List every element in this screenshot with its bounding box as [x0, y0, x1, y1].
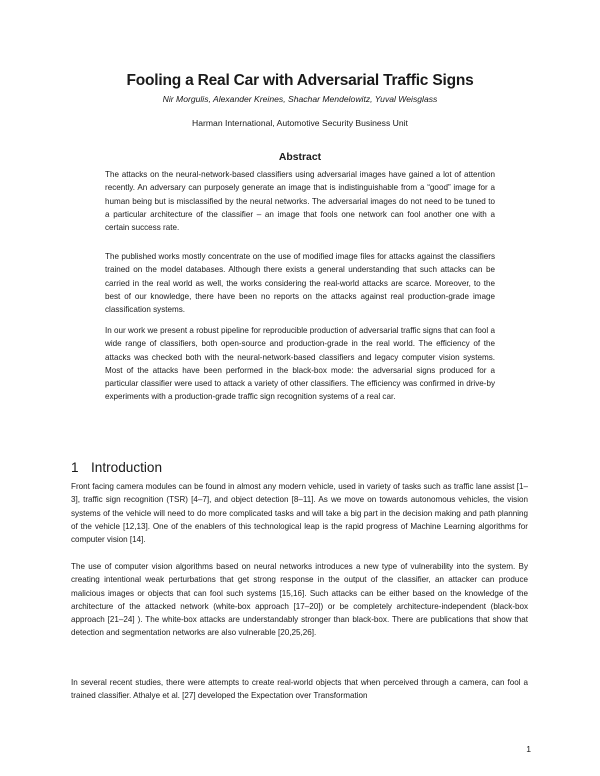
abstract-heading: Abstract [278, 152, 322, 163]
intro-paragraph-3-block [71, 676, 528, 703]
paper-title: Fooling a Real Car with Adversarial Traffic Signs [126, 72, 474, 89]
page-number: 1 [526, 744, 531, 754]
intro-paragraph-2-block [71, 560, 528, 640]
section-number: 1 [71, 460, 79, 475]
abstract-paragraph-1-block [105, 168, 495, 234]
intro-paragraph-1-block [71, 480, 528, 546]
abstract-paragraph: The attacks on the neural-network-based classifiers using adversarial images have gained a lot of attention recently. An adversary can purposely generate an image that is indistinguishable from a “good” image for a human being but is misclassified by the neural networks. The adversarial images do not need to be tuned to a particular architecture of the classifier – an image that fools one network can fool another one with a certain success rate. [105, 170, 495, 233]
abstract-paragraph-2-block [105, 250, 495, 316]
section-title: Introduction [91, 460, 163, 475]
abstract-paragraph-3-block [105, 324, 495, 404]
body-paragraph: Front facing camera modules can be found in almost any modern vehicle, used in variety of tasks such as traffic lane assist [1–3], traffic sign recognition (TSR) [4–7], and object detection [8–11]. As we move on towards autonomous vehicles, the vision systems of the vehicle will need to do more complicated tasks and will take a big part in the decision making and path planning of the vehicle [12,13]. One of the enablers of this technological leap is the rapid progress of Machine Learning algorithms for computer vision [14]. [71, 482, 528, 545]
affiliation: Harman International, Automotive Security Business Unit [192, 118, 408, 128]
abstract-paragraph: In our work we present a robust pipeline for reproducible production of adversarial traffic signs that can fool a wide range of classifiers, both open-source and production-grade in the real world. The efficiency of the attacks was checked both with the neural-network-based classifiers and legacy computer vision systems. Most of the attacks have been performed in the black-box mode: the adversarial signs produced for a particular classifier were used to attack a variety of other classifiers. The efficiency was confirmed in drive-by experiments with a production-grade traffic sign recognition systems of a real car. [105, 326, 495, 402]
body-paragraph: The use of computer vision algorithms based on neural networks introduces a new type of vulnerability into the system. By creating intentional weak perturbations that get strong response in the output of the classifier, an attacker can produce malicious images or objects that can fool such systems [15,16]. Such attacks can be either based on the knowledge of the architecture of the attacked network (white-box approach [17–20]) or be completely architecture-independent (black-box approach [21–24] ). The white-box attacks are understandably stronger than black-box. There are publications that show that detection and segmentation networks are also vulnerable [20,25,26]. [71, 562, 528, 638]
body-paragraph: In several recent studies, there were attempts to create real-world objects that when perceived through a camera, can fool a trained classifier. Athalye et al. [27] developed the Expectation over Transformation [71, 678, 528, 701]
author-list: Nir Morgulis, Alexander Kreines, Shachar Mendelowitz, Yuval Weisglass [162, 94, 438, 104]
section-heading-introduction [71, 460, 162, 475]
abstract-paragraph: The published works mostly concentrate on the use of modified image files for attacks against the classifiers trained on the model databases. Although there exists a general understanding that such attacks can be carried in the real world as well, the works considering the real-world attacks are scarce. Moreover, to the best of our knowledge, there have been no reports on the attacks against real production-grade image classification systems. [105, 252, 495, 315]
